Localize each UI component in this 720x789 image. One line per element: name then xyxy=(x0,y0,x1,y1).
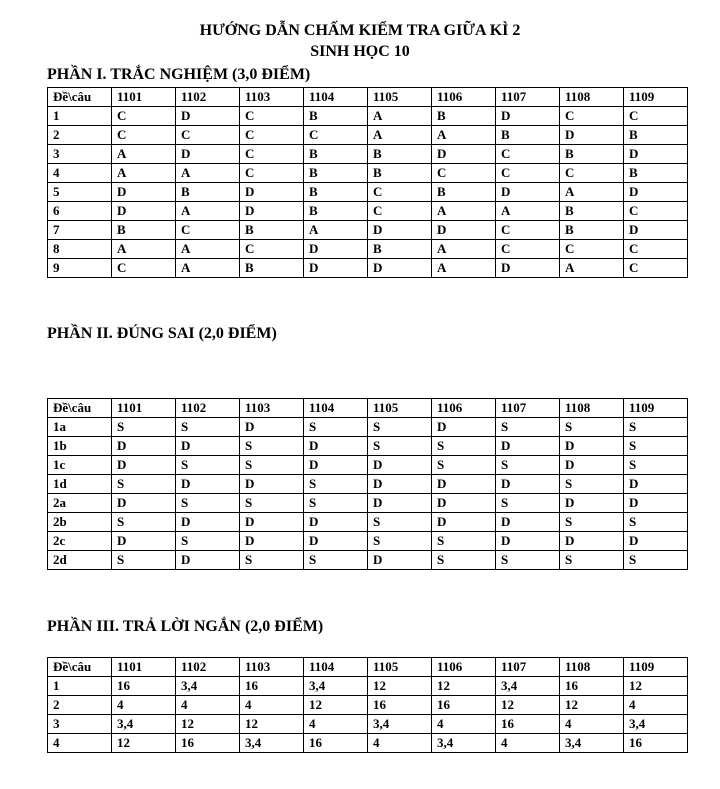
answer-cell: S xyxy=(112,513,176,532)
answer-cell: A xyxy=(368,107,432,126)
answer-cell: D xyxy=(432,475,496,494)
answer-cell: C xyxy=(368,183,432,202)
answer-cell: 3,4 xyxy=(496,677,560,696)
question-number-cell: 5 xyxy=(48,183,112,202)
answer-cell: 12 xyxy=(368,677,432,696)
answer-cell: D xyxy=(560,437,624,456)
question-number-cell: 8 xyxy=(48,240,112,259)
answer-cell: C xyxy=(432,164,496,183)
answer-cell: 4 xyxy=(496,734,560,753)
answer-cell: 3,4 xyxy=(112,715,176,734)
answer-cell: S xyxy=(496,494,560,513)
answer-cell: D xyxy=(432,513,496,532)
answer-cell: S xyxy=(496,418,560,437)
answer-cell: B xyxy=(624,126,688,145)
table-row xyxy=(48,696,688,715)
answer-cell: B xyxy=(368,164,432,183)
answer-cell: S xyxy=(240,437,304,456)
answer-cell: 16 xyxy=(432,696,496,715)
answer-cell: 16 xyxy=(304,734,368,753)
answer-cell: C xyxy=(624,202,688,221)
answer-cell: C xyxy=(176,221,240,240)
answer-cell: A xyxy=(304,221,368,240)
table-row xyxy=(48,126,688,145)
table-row xyxy=(48,164,688,183)
answer-cell: 16 xyxy=(496,715,560,734)
answer-cell: D xyxy=(368,456,432,475)
question-number-cell: 7 xyxy=(48,221,112,240)
answer-cell: C xyxy=(240,126,304,145)
part2-heading: PHẦN II. ĐÚNG SAI (2,0 ĐIỂM) xyxy=(47,325,277,342)
answer-cell: 3,4 xyxy=(240,734,304,753)
answer-cell: D xyxy=(368,475,432,494)
answer-cell: 3,4 xyxy=(624,715,688,734)
answer-cell: S xyxy=(304,475,368,494)
answer-cell: C xyxy=(112,126,176,145)
question-number-cell: 6 xyxy=(48,202,112,221)
table-header-row xyxy=(48,399,688,418)
answer-cell: D xyxy=(432,221,496,240)
answer-cell: D xyxy=(304,240,368,259)
answer-cell: D xyxy=(496,259,560,278)
answer-cell: B xyxy=(304,145,368,164)
question-number-cell: 1 xyxy=(48,677,112,696)
answer-cell: 16 xyxy=(368,696,432,715)
answer-cell: C xyxy=(560,107,624,126)
answer-cell: D xyxy=(240,475,304,494)
table-row xyxy=(48,240,688,259)
answer-cell: B xyxy=(304,107,368,126)
answer-cell: D xyxy=(496,183,560,202)
part1-heading: PHẦN I. TRẮC NGHIỆM (3,0 ĐIỂM) xyxy=(47,66,311,83)
answer-cell: B xyxy=(560,202,624,221)
answer-cell: S xyxy=(240,551,304,570)
answer-cell: S xyxy=(240,456,304,475)
header-cell-question: Đề\câu xyxy=(48,658,112,677)
answer-cell: S xyxy=(112,418,176,437)
answer-cell: B xyxy=(176,183,240,202)
table-row xyxy=(48,677,688,696)
answer-cell: S xyxy=(624,513,688,532)
table-row xyxy=(48,183,688,202)
answer-cell: S xyxy=(304,494,368,513)
answer-cell: A xyxy=(432,240,496,259)
answer-cell: C xyxy=(496,240,560,259)
answer-cell: D xyxy=(368,551,432,570)
answer-cell: D xyxy=(624,145,688,164)
header-cell-exam-code: 1103 xyxy=(240,399,304,418)
answer-cell: D xyxy=(560,494,624,513)
answer-cell: B xyxy=(240,221,304,240)
answer-cell: D xyxy=(240,532,304,551)
header-cell-question: Đề\câu xyxy=(48,399,112,418)
answer-cell: S xyxy=(496,551,560,570)
answer-cell: C xyxy=(368,202,432,221)
table-row xyxy=(48,202,688,221)
table-row xyxy=(48,259,688,278)
answer-cell: C xyxy=(240,240,304,259)
answer-cell: C xyxy=(560,240,624,259)
answer-cell: D xyxy=(624,494,688,513)
answer-cell: B xyxy=(112,221,176,240)
table-row xyxy=(48,437,688,456)
answer-cell: S xyxy=(496,456,560,475)
answer-cell: B xyxy=(560,221,624,240)
header-cell-exam-code: 1103 xyxy=(240,88,304,107)
table-row xyxy=(48,715,688,734)
answer-cell: 16 xyxy=(176,734,240,753)
answer-cell: C xyxy=(240,145,304,164)
answer-cell: A xyxy=(432,202,496,221)
answer-cell: B xyxy=(560,145,624,164)
answer-cell: S xyxy=(432,551,496,570)
answer-cell: D xyxy=(240,183,304,202)
answer-cell: 4 xyxy=(240,696,304,715)
header-cell-exam-code: 1103 xyxy=(240,658,304,677)
header-cell-exam-code: 1109 xyxy=(624,88,688,107)
header-cell-question: Đề\câu xyxy=(48,88,112,107)
table-row xyxy=(48,475,688,494)
header-cell-exam-code: 1107 xyxy=(496,88,560,107)
answer-cell: D xyxy=(112,494,176,513)
answer-cell: S xyxy=(560,418,624,437)
answer-cell: D xyxy=(240,418,304,437)
question-number-cell: 3 xyxy=(48,715,112,734)
answer-cell: D xyxy=(240,513,304,532)
header-cell-exam-code: 1106 xyxy=(432,399,496,418)
question-number-cell: 4 xyxy=(48,164,112,183)
answer-cell: 16 xyxy=(240,677,304,696)
header-cell-exam-code: 1102 xyxy=(176,658,240,677)
answer-cell: B xyxy=(240,259,304,278)
header-cell-exam-code: 1106 xyxy=(432,658,496,677)
answer-cell: 3,4 xyxy=(176,677,240,696)
table-row xyxy=(48,513,688,532)
answer-cell: D xyxy=(624,221,688,240)
table-row xyxy=(48,734,688,753)
answer-cell: C xyxy=(624,240,688,259)
answer-cell: 12 xyxy=(496,696,560,715)
answer-cell: S xyxy=(560,475,624,494)
question-number-cell: 2d xyxy=(48,551,112,570)
answer-cell: C xyxy=(240,164,304,183)
answer-cell: D xyxy=(176,107,240,126)
answer-cell: 12 xyxy=(624,677,688,696)
answer-cell: 3,4 xyxy=(304,677,368,696)
answer-cell: S xyxy=(624,456,688,475)
answer-cell: D xyxy=(624,532,688,551)
answer-cell: S xyxy=(176,418,240,437)
answer-cell: A xyxy=(112,240,176,259)
answer-cell: S xyxy=(112,551,176,570)
answer-cell: D xyxy=(304,532,368,551)
answer-cell: B xyxy=(368,145,432,164)
answer-cell: 4 xyxy=(560,715,624,734)
answer-cell: C xyxy=(240,107,304,126)
answer-cell: C xyxy=(624,259,688,278)
answer-cell: D xyxy=(496,513,560,532)
question-number-cell: 2 xyxy=(48,696,112,715)
answer-cell: B xyxy=(432,107,496,126)
document-title: HƯỚNG DẪN CHẤM KIỂM TRA GIỮA KÌ 2 xyxy=(199,22,521,39)
answer-cell: C xyxy=(496,221,560,240)
question-number-cell: 2 xyxy=(48,126,112,145)
answer-cell: S xyxy=(432,532,496,551)
answer-cell: B xyxy=(496,126,560,145)
answer-cell: B xyxy=(304,202,368,221)
header-cell-exam-code: 1108 xyxy=(560,88,624,107)
answer-cell: 12 xyxy=(240,715,304,734)
question-number-cell: 1 xyxy=(48,107,112,126)
answer-cell: A xyxy=(112,145,176,164)
answer-cell: 4 xyxy=(624,696,688,715)
answer-cell: S xyxy=(560,513,624,532)
header-cell-exam-code: 1107 xyxy=(496,658,560,677)
answer-cell: 3,4 xyxy=(432,734,496,753)
header-cell-exam-code: 1101 xyxy=(112,88,176,107)
question-number-cell: 9 xyxy=(48,259,112,278)
header-cell-exam-code: 1105 xyxy=(368,658,432,677)
answer-cell: 12 xyxy=(560,696,624,715)
answer-cell: C xyxy=(560,164,624,183)
answer-cell: D xyxy=(112,202,176,221)
answer-cell: C xyxy=(304,126,368,145)
answer-cell: A xyxy=(368,126,432,145)
question-number-cell: 1b xyxy=(48,437,112,456)
answer-cell: A xyxy=(176,202,240,221)
answer-cell: D xyxy=(432,145,496,164)
header-cell-exam-code: 1101 xyxy=(112,658,176,677)
header-cell-exam-code: 1108 xyxy=(560,658,624,677)
answer-cell: 12 xyxy=(304,696,368,715)
answer-cell: D xyxy=(560,126,624,145)
header-cell-exam-code: 1106 xyxy=(432,88,496,107)
answer-cell: D xyxy=(496,532,560,551)
answer-cell: 3,4 xyxy=(368,715,432,734)
answer-cell: 4 xyxy=(432,715,496,734)
answer-cell: B xyxy=(432,183,496,202)
table-row xyxy=(48,494,688,513)
answer-cell: D xyxy=(112,437,176,456)
header-cell-exam-code: 1104 xyxy=(304,399,368,418)
answer-cell: D xyxy=(368,221,432,240)
answer-cell: D xyxy=(432,418,496,437)
table-header-row xyxy=(48,88,688,107)
question-number-cell: 4 xyxy=(48,734,112,753)
answer-cell: S xyxy=(368,437,432,456)
answer-cell: 16 xyxy=(624,734,688,753)
answer-cell: D xyxy=(112,532,176,551)
answer-cell: C xyxy=(624,107,688,126)
answer-cell: A xyxy=(432,126,496,145)
answer-cell: S xyxy=(176,456,240,475)
answer-cell: B xyxy=(304,164,368,183)
answer-cell: C xyxy=(176,126,240,145)
answer-cell: D xyxy=(240,202,304,221)
answer-cell: D xyxy=(432,494,496,513)
answer-cell: S xyxy=(240,494,304,513)
answer-cell: D xyxy=(624,183,688,202)
answer-cell: A xyxy=(496,202,560,221)
answer-cell: D xyxy=(496,437,560,456)
answer-cell: D xyxy=(304,513,368,532)
table-row xyxy=(48,418,688,437)
answer-cell: D xyxy=(560,456,624,475)
answer-cell: D xyxy=(176,145,240,164)
table-row xyxy=(48,221,688,240)
answer-cell: A xyxy=(176,240,240,259)
answer-cell: D xyxy=(560,532,624,551)
header-cell-exam-code: 1105 xyxy=(368,399,432,418)
answer-cell: S xyxy=(432,456,496,475)
question-number-cell: 1c xyxy=(48,456,112,475)
part2-answer-table xyxy=(47,398,688,570)
answer-cell: D xyxy=(176,551,240,570)
answer-cell: D xyxy=(368,494,432,513)
answer-cell: S xyxy=(176,532,240,551)
answer-cell: S xyxy=(624,437,688,456)
table-row xyxy=(48,532,688,551)
question-number-cell: 2c xyxy=(48,532,112,551)
answer-cell: B xyxy=(624,164,688,183)
answer-cell: 12 xyxy=(112,734,176,753)
answer-cell: S xyxy=(304,551,368,570)
header-cell-exam-code: 1109 xyxy=(624,399,688,418)
answer-cell: 16 xyxy=(112,677,176,696)
table-header-row xyxy=(48,658,688,677)
header-cell-exam-code: 1101 xyxy=(112,399,176,418)
part3-heading: PHẦN III. TRẢ LỜI NGẮN (2,0 ĐIỂM) xyxy=(47,618,324,635)
answer-cell: D xyxy=(624,475,688,494)
answer-cell: D xyxy=(112,183,176,202)
answer-cell: S xyxy=(624,418,688,437)
question-number-cell: 2b xyxy=(48,513,112,532)
answer-cell: S xyxy=(304,418,368,437)
table-row xyxy=(48,145,688,164)
header-cell-exam-code: 1108 xyxy=(560,399,624,418)
answer-cell: D xyxy=(304,437,368,456)
answer-cell: S xyxy=(432,437,496,456)
answer-cell: A xyxy=(560,259,624,278)
table-row xyxy=(48,551,688,570)
answer-cell: S xyxy=(176,494,240,513)
answer-cell: 12 xyxy=(432,677,496,696)
answer-cell: A xyxy=(176,259,240,278)
answer-cell: 4 xyxy=(368,734,432,753)
part1-answer-table xyxy=(47,87,688,278)
header-cell-exam-code: 1105 xyxy=(368,88,432,107)
header-cell-exam-code: 1104 xyxy=(304,88,368,107)
table-row xyxy=(48,456,688,475)
answer-cell: S xyxy=(368,532,432,551)
question-number-cell: 1a xyxy=(48,418,112,437)
answer-cell: D xyxy=(112,456,176,475)
answer-cell: 16 xyxy=(560,677,624,696)
answer-cell: S xyxy=(368,513,432,532)
answer-cell: S xyxy=(368,418,432,437)
answer-cell: S xyxy=(624,551,688,570)
part3-answer-table xyxy=(47,657,688,753)
answer-cell: D xyxy=(496,107,560,126)
answer-cell: 4 xyxy=(112,696,176,715)
answer-cell: C xyxy=(496,145,560,164)
header-cell-exam-code: 1107 xyxy=(496,399,560,418)
answer-cell: C xyxy=(112,107,176,126)
answer-cell: A xyxy=(560,183,624,202)
answer-cell: C xyxy=(112,259,176,278)
answer-cell: A xyxy=(112,164,176,183)
answer-cell: A xyxy=(176,164,240,183)
answer-cell: A xyxy=(432,259,496,278)
answer-cell: D xyxy=(176,475,240,494)
answer-cell: D xyxy=(176,513,240,532)
table-row xyxy=(48,107,688,126)
answer-cell: S xyxy=(560,551,624,570)
answer-cell: D xyxy=(304,456,368,475)
answer-cell: D xyxy=(304,259,368,278)
answer-cell: 4 xyxy=(176,696,240,715)
question-number-cell: 3 xyxy=(48,145,112,164)
answer-cell: C xyxy=(496,164,560,183)
answer-cell: D xyxy=(368,259,432,278)
answer-cell: 3,4 xyxy=(560,734,624,753)
header-cell-exam-code: 1109 xyxy=(624,658,688,677)
question-number-cell: 2a xyxy=(48,494,112,513)
answer-cell: D xyxy=(496,475,560,494)
header-cell-exam-code: 1104 xyxy=(304,658,368,677)
header-cell-exam-code: 1102 xyxy=(176,88,240,107)
answer-cell: B xyxy=(304,183,368,202)
answer-cell: B xyxy=(368,240,432,259)
answer-cell: 4 xyxy=(304,715,368,734)
header-cell-exam-code: 1102 xyxy=(176,399,240,418)
answer-cell: S xyxy=(112,475,176,494)
answer-cell: D xyxy=(176,437,240,456)
question-number-cell: 1d xyxy=(48,475,112,494)
answer-cell: 12 xyxy=(176,715,240,734)
document-subtitle: SINH HỌC 10 xyxy=(310,43,410,60)
